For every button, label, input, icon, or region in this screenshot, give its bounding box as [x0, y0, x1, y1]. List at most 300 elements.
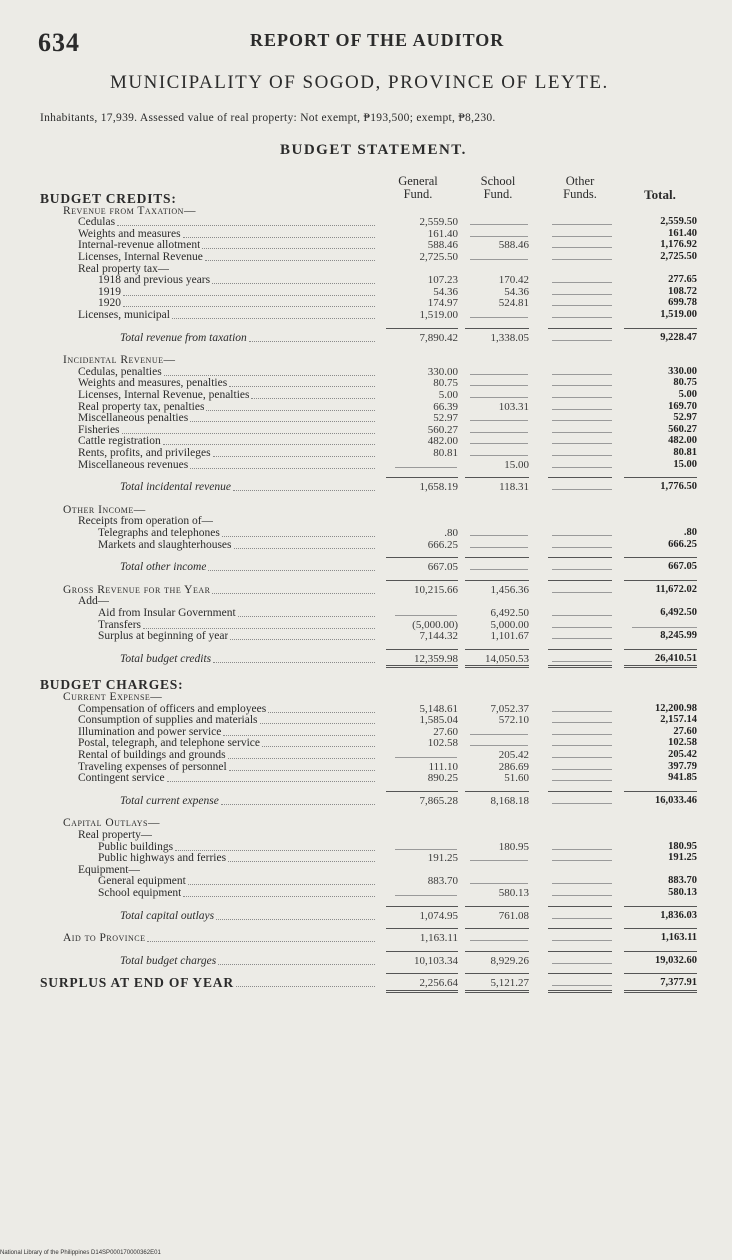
value-cell: (5,000.00) — [412, 618, 458, 631]
value-cell: 161.40 — [427, 227, 458, 240]
column-rule — [386, 951, 458, 952]
blank-dash — [552, 963, 612, 964]
value-cell: 161.40 — [668, 227, 697, 239]
row-label: Miscellaneous penalties — [78, 412, 189, 425]
blank-dash — [552, 569, 612, 570]
value-cell: 6,492.50 — [660, 607, 697, 618]
value-cell: 191.25 — [427, 852, 458, 865]
dot-leader — [213, 662, 375, 663]
dot-leader — [228, 861, 375, 862]
row-label: Weights and measures, penalties — [78, 377, 228, 390]
row-label: 1920 — [98, 297, 121, 310]
dot-leader — [123, 306, 375, 307]
budget-title: BUDGET STATEMENT. — [280, 142, 467, 158]
row-label: Cedulas, penalties — [78, 365, 162, 378]
value-cell: 1,519.00 — [660, 309, 697, 320]
value-cell: 883.70 — [427, 875, 458, 888]
row-label: Real property tax— — [78, 262, 170, 275]
table-row — [0, 817, 732, 829]
dot-leader — [222, 536, 375, 537]
inhabitants-line: Inhabitants, 17,939. Assessed value of real property: Not exempt, ₱193,500; exempt, ₱8,230. — [40, 112, 496, 124]
value-cell: 5,148.61 — [419, 702, 458, 715]
blank-dash — [552, 780, 612, 781]
blank-dash — [552, 638, 612, 639]
column-rule — [386, 649, 458, 650]
table-row — [0, 286, 732, 298]
value-cell: 16,033.46 — [655, 794, 697, 806]
blank-dash — [552, 745, 612, 746]
table-row — [0, 216, 732, 228]
blank-dash — [552, 305, 612, 306]
table-row — [0, 332, 732, 344]
blank-dash — [552, 259, 612, 260]
blank-dash — [632, 627, 697, 628]
column-rule — [624, 477, 697, 478]
dot-leader — [260, 723, 375, 724]
blank-dash — [470, 317, 528, 318]
blank-dash — [552, 940, 612, 941]
value-cell: 1,776.50 — [660, 481, 697, 493]
value-cell: 667.05 — [668, 561, 697, 573]
page-number: 634 — [38, 28, 80, 57]
dot-leader — [123, 295, 375, 296]
dot-leader — [228, 758, 375, 759]
dot-leader — [230, 639, 375, 640]
blank-dash — [470, 940, 528, 941]
row-label: Surplus at beginning of year — [98, 630, 229, 643]
blank-dash — [552, 547, 612, 548]
column-rule — [624, 557, 697, 558]
dot-leader — [163, 444, 375, 445]
table-row — [0, 377, 732, 389]
table-row — [0, 412, 732, 424]
blank-dash — [552, 294, 612, 295]
value-cell: 761.08 — [498, 909, 529, 922]
blank-dash — [552, 757, 612, 758]
value-cell: 169.70 — [668, 400, 697, 412]
value-cell: 14,050.53 — [485, 652, 529, 665]
value-cell: 330.00 — [427, 365, 458, 378]
dot-leader — [175, 850, 375, 851]
row-label: Total other income — [120, 561, 207, 574]
column-rule — [548, 557, 612, 558]
column-rule — [548, 477, 612, 478]
value-cell: 482.00 — [427, 435, 458, 448]
table-row — [0, 263, 732, 275]
row-label: Current Expense— — [63, 691, 163, 703]
value-cell: 54.36 — [504, 285, 529, 298]
double-rule — [465, 665, 529, 668]
dot-leader — [205, 260, 375, 261]
dot-leader — [233, 490, 375, 491]
blank-dash — [552, 282, 612, 283]
row-label: Illumination and power service — [78, 725, 222, 738]
dot-leader — [208, 570, 375, 571]
blank-dash — [552, 734, 612, 735]
dot-leader — [268, 712, 375, 713]
table-row — [0, 297, 732, 309]
table-row — [0, 875, 732, 887]
table-row — [0, 887, 732, 899]
dot-leader — [117, 225, 375, 226]
blank-dash — [552, 661, 612, 662]
value-cell: 52.97 — [673, 412, 697, 424]
dot-leader — [223, 735, 375, 736]
column-header-other: Other Funds. — [563, 174, 597, 201]
row-label: Total current expense — [120, 794, 219, 807]
blank-dash — [395, 757, 457, 758]
row-label: Total revenue from taxation — [120, 331, 247, 344]
row-label: Traveling expenses of personnel — [78, 760, 227, 773]
dot-leader — [212, 283, 375, 284]
blank-dash — [470, 236, 528, 237]
column-rule — [465, 580, 529, 581]
value-cell: 11,672.02 — [655, 583, 697, 595]
value-cell: 1,074.95 — [419, 909, 458, 922]
table-row — [0, 653, 732, 665]
blank-dash — [552, 769, 612, 770]
value-cell: 560.27 — [427, 423, 458, 436]
value-cell: 2,559.50 — [660, 216, 697, 228]
row-label: Public highways and ferries — [98, 852, 227, 865]
value-cell: 12,359.98 — [414, 652, 458, 665]
value-cell: .80 — [444, 527, 458, 539]
column-rule — [386, 791, 458, 792]
row-label: Weights and measures — [78, 227, 181, 240]
table-row — [0, 424, 732, 436]
value-cell: 26,410.51 — [655, 652, 697, 664]
blank-dash — [552, 849, 612, 850]
value-cell: 330.00 — [668, 365, 697, 377]
row-label: Total capital outlays — [120, 909, 215, 922]
column-rule — [386, 477, 458, 478]
dot-leader — [238, 616, 375, 617]
column-rule — [548, 928, 612, 929]
value-cell: 103.31 — [498, 400, 529, 413]
row-label: Incidental Revenue— — [63, 354, 176, 367]
footer-note: National Library of the Philippines D14SP000170000362E01 — [0, 1250, 161, 1256]
value-cell: 5.00 — [438, 389, 458, 401]
blank-dash — [552, 489, 612, 490]
dot-leader — [234, 548, 375, 549]
blank-dash — [552, 711, 612, 712]
value-cell: 580.13 — [668, 887, 697, 898]
value-cell: 6,492.50 — [490, 607, 529, 619]
table-row — [0, 955, 732, 967]
blank-dash — [470, 547, 528, 548]
row-label: School equipment — [98, 887, 182, 899]
dot-leader — [147, 941, 375, 942]
blank-dash — [552, 432, 612, 433]
blank-dash — [552, 722, 612, 723]
row-label: Licenses, Internal Revenue — [78, 251, 203, 263]
dot-leader — [202, 248, 375, 249]
value-cell: 118.31 — [499, 481, 529, 494]
row-label: Total budget charges — [120, 954, 217, 967]
double-rule — [624, 990, 697, 993]
row-label: 1919 — [98, 285, 121, 298]
table-row — [0, 205, 732, 217]
value-cell: 180.95 — [668, 840, 697, 852]
value-cell: 102.58 — [427, 737, 458, 750]
blank-dash — [552, 374, 612, 375]
column-rule — [386, 328, 458, 329]
value-cell: 941.85 — [668, 772, 697, 784]
blank-dash — [552, 467, 612, 468]
column-rule — [465, 328, 529, 329]
column-rule — [624, 928, 697, 929]
row-label: Receipts from operation of— — [78, 515, 214, 528]
blank-dash — [470, 420, 528, 421]
value-cell: 108.72 — [668, 285, 697, 297]
dot-leader — [236, 986, 375, 987]
blank-dash — [395, 849, 457, 850]
table-row — [0, 772, 732, 784]
value-cell: 524.81 — [498, 297, 529, 310]
column-rule — [465, 791, 529, 792]
table-row — [0, 481, 732, 493]
blank-dash — [470, 569, 528, 570]
value-cell: 7,144.32 — [419, 630, 458, 643]
column-rule — [386, 973, 458, 974]
table-row — [0, 691, 732, 703]
value-cell: 883.70 — [668, 875, 697, 887]
blank-dash — [552, 803, 612, 804]
value-cell: 580.13 — [498, 887, 529, 899]
blank-dash — [552, 535, 612, 536]
value-cell: 66.39 — [433, 400, 458, 413]
column-rule — [548, 951, 612, 952]
value-cell: 170.42 — [498, 274, 529, 287]
column-rule — [465, 906, 529, 907]
value-cell: 80.75 — [433, 377, 458, 390]
table-row — [0, 864, 732, 876]
blank-dash — [552, 385, 612, 386]
dot-leader — [122, 433, 375, 434]
value-cell: 560.27 — [668, 423, 697, 435]
row-label: Cedulas — [78, 216, 116, 229]
column-rule — [386, 557, 458, 558]
row-label: Add— — [78, 595, 110, 608]
value-cell: 205.42 — [498, 749, 529, 761]
value-cell: 699.78 — [668, 297, 697, 309]
column-header-total: Total. — [644, 187, 676, 202]
row-label: Miscellaneous revenues — [78, 458, 189, 471]
table-row — [0, 703, 732, 715]
blank-dash — [552, 409, 612, 410]
value-cell: 2,725.50 — [660, 251, 697, 262]
value-cell: 482.00 — [668, 435, 697, 447]
row-label: Real property tax, penalties — [78, 400, 205, 413]
row-label: SURPLUS AT END OF YEAR — [40, 977, 234, 990]
double-rule — [548, 990, 612, 993]
table-row — [0, 228, 732, 240]
blank-dash — [552, 224, 612, 225]
value-cell: 180.95 — [498, 840, 529, 853]
value-cell: 1,585.04 — [419, 714, 458, 727]
column-rule — [624, 791, 697, 792]
table-row — [0, 737, 732, 749]
value-cell: 277.65 — [668, 274, 697, 286]
row-label: Licenses, municipal — [78, 309, 170, 321]
column-rule — [548, 649, 612, 650]
blank-dash — [470, 385, 528, 386]
column-rule — [548, 973, 612, 974]
table-row — [0, 435, 732, 447]
value-cell: 52.97 — [433, 412, 458, 425]
blank-dash — [552, 236, 612, 237]
column-rule — [465, 477, 529, 478]
table-row — [0, 239, 732, 251]
double-rule — [548, 665, 612, 668]
double-rule — [386, 665, 458, 668]
blank-dash — [552, 615, 612, 616]
value-cell: 80.81 — [433, 447, 458, 459]
row-label: Consumption of supplies and materials — [78, 714, 258, 727]
value-cell: 1,163.11 — [419, 932, 458, 945]
blank-dash — [395, 615, 457, 616]
row-label: Internal-revenue allotment — [78, 239, 201, 252]
dot-leader — [164, 375, 375, 376]
value-cell: .80 — [683, 527, 697, 538]
value-cell: 80.75 — [673, 377, 697, 389]
table-row — [0, 977, 732, 989]
value-cell: 1,519.00 — [419, 309, 458, 321]
column-rule — [548, 906, 612, 907]
blank-dash — [552, 340, 612, 341]
value-cell: 1,456.36 — [490, 583, 529, 596]
value-cell: 2,559.50 — [419, 216, 458, 229]
table-row — [0, 607, 732, 619]
blank-dash — [470, 432, 528, 433]
value-cell: 1,658.19 — [419, 481, 458, 494]
blank-dash — [552, 317, 612, 318]
value-cell: 397.79 — [668, 760, 697, 772]
value-cell: 1,338.05 — [490, 331, 529, 344]
column-rule — [624, 973, 697, 974]
row-label: Transfers — [98, 618, 142, 631]
row-label: Licenses, Internal Revenue, penalties — [78, 389, 250, 401]
column-header-general: General Fund. — [398, 174, 438, 201]
column-rule — [465, 973, 529, 974]
table-row — [0, 910, 732, 922]
column-rule — [624, 328, 697, 329]
value-cell: 588.46 — [498, 239, 529, 252]
value-cell: 205.42 — [668, 749, 697, 760]
value-cell: 572.10 — [498, 714, 529, 727]
value-cell: 1,101.67 — [490, 630, 529, 643]
double-rule — [386, 990, 458, 993]
value-cell: 7,865.28 — [419, 794, 458, 807]
column-rule — [624, 951, 697, 952]
blank-dash — [470, 860, 528, 861]
value-cell: 667.05 — [427, 561, 458, 574]
value-cell: 15.00 — [673, 458, 697, 470]
table-row — [0, 584, 732, 596]
blank-dash — [470, 443, 528, 444]
value-cell: 10,215.66 — [414, 583, 458, 596]
table-row — [0, 619, 732, 631]
table-row — [0, 193, 732, 205]
blank-dash — [470, 455, 528, 456]
column-rule — [548, 580, 612, 581]
value-cell: 15.00 — [504, 458, 529, 471]
column-rule — [386, 906, 458, 907]
table-row — [0, 447, 732, 459]
value-cell: 588.46 — [427, 239, 458, 252]
table-row — [0, 515, 732, 527]
dot-leader — [183, 896, 375, 897]
blank-dash — [470, 374, 528, 375]
table-row — [0, 679, 732, 691]
value-cell: 111.10 — [428, 760, 458, 773]
blank-dash — [395, 467, 457, 468]
table-row — [0, 354, 732, 366]
dot-leader — [229, 770, 375, 771]
dot-leader — [212, 593, 375, 594]
row-label: Aid to Province — [63, 932, 146, 945]
row-label: Markets and slaughterhouses — [98, 538, 232, 551]
row-label: Compensation of officers and employees — [78, 702, 267, 715]
row-label: Real property— — [78, 829, 153, 841]
table-row — [0, 852, 732, 864]
dot-leader — [143, 628, 375, 629]
blank-dash — [552, 420, 612, 421]
dot-leader — [206, 410, 375, 411]
table-row — [0, 561, 732, 573]
column-rule — [624, 649, 697, 650]
dot-leader — [221, 804, 375, 805]
row-label: Gross Revenue for the Year — [63, 583, 211, 596]
table-row — [0, 401, 732, 413]
dot-leader — [167, 781, 375, 782]
blank-dash — [552, 247, 612, 248]
dot-leader — [183, 237, 375, 238]
value-cell: 27.60 — [433, 725, 458, 738]
row-label: BUDGET CREDITS: — [40, 193, 177, 205]
value-cell: 9,228.47 — [660, 331, 697, 343]
value-cell: 8,929.26 — [490, 954, 529, 967]
column-rule — [465, 557, 529, 558]
value-cell: 51.60 — [504, 772, 529, 785]
row-label: BUDGET CHARGES: — [40, 679, 184, 692]
report-title: REPORT OF THE AUDITOR — [250, 30, 505, 50]
table-row — [0, 749, 732, 761]
table-row — [0, 527, 732, 539]
blank-dash — [552, 592, 612, 593]
row-label: Telegraphs and telephones — [98, 527, 220, 539]
column-rule — [386, 580, 458, 581]
row-label: Total incidental revenue — [120, 481, 231, 494]
table-row — [0, 459, 732, 471]
dot-leader — [229, 386, 375, 387]
value-cell: 19,032.60 — [655, 954, 697, 966]
value-cell: 5,000.00 — [490, 618, 529, 631]
row-label: Rental of buildings and grounds — [78, 749, 226, 761]
row-label: Contingent service — [78, 772, 165, 785]
blank-dash — [552, 443, 612, 444]
value-cell: 107.23 — [427, 274, 458, 287]
value-cell: 191.25 — [668, 852, 697, 864]
value-cell: 8,168.18 — [490, 794, 529, 807]
dot-leader — [190, 421, 375, 422]
dot-leader — [249, 341, 375, 342]
blank-dash — [552, 397, 612, 398]
table-row — [0, 251, 732, 263]
row-label: Total budget credits — [120, 652, 212, 665]
row-label: Equipment— — [78, 863, 140, 876]
row-label: Other Income— — [63, 503, 146, 516]
